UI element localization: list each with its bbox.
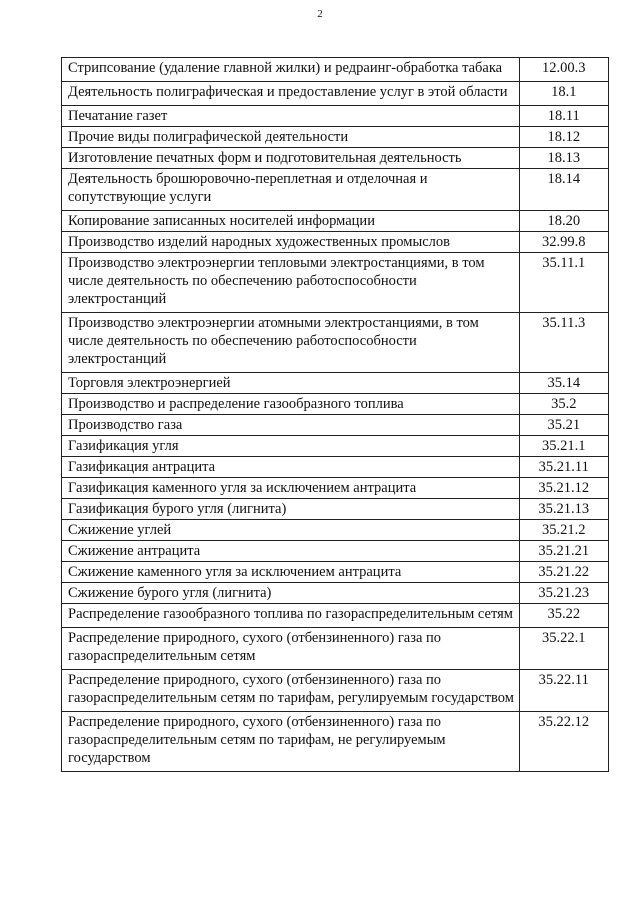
table-row <box>62 478 609 499</box>
activity-code-cell: 18.11 <box>519 106 609 127</box>
activity-code-cell: 32.99.8 <box>519 232 609 253</box>
activity-name-cell: Производство электроэнергии атомными электростанциями, в том числе деятельность по обеспечению работоспособности электростанций <box>62 313 520 373</box>
table-row <box>62 415 609 436</box>
activity-codes-table <box>61 57 609 772</box>
activity-name-cell: Распределение природного, сухого (отбензиненного) газа по газораспределительным сетям по тарифам, не регулируемым государством <box>62 712 520 772</box>
table-row <box>62 436 609 457</box>
activity-code-cell: 18.13 <box>519 148 609 169</box>
table-row <box>62 127 609 148</box>
activity-name-cell: Распределение газообразного топлива по газораспределительным сетям <box>62 604 520 628</box>
activity-name-cell: Газификация антрацита <box>62 457 520 478</box>
activity-name-cell: Сжижение антрацита <box>62 541 520 562</box>
table-row <box>62 628 609 670</box>
activity-name-cell: Производство электроэнергии тепловыми электростанциями, в том числе деятельность по обеспечению работоспособности электростанций <box>62 253 520 313</box>
table-row <box>62 253 609 313</box>
table-row <box>62 562 609 583</box>
activity-name-cell: Деятельность полиграфическая и предоставление услуг в этой области <box>62 82 520 106</box>
activity-code-cell: 12.00.3 <box>519 58 609 82</box>
table-row <box>62 169 609 211</box>
activity-code-cell: 35.21 <box>519 415 609 436</box>
activity-name-cell: Печатание газет <box>62 106 520 127</box>
activity-code-cell: 35.22.1 <box>519 628 609 670</box>
activity-name-cell: Деятельность брошюровочно-переплетная и отделочная и сопутствующие услуги <box>62 169 520 211</box>
table-row <box>62 106 609 127</box>
table-row <box>62 232 609 253</box>
activity-code-cell: 35.21.2 <box>519 520 609 541</box>
activity-name-cell: Распределение природного, сухого (отбензиненного) газа по газораспределительным сетям по тарифам, регулируемым государством <box>62 670 520 712</box>
activity-code-cell: 35.14 <box>519 373 609 394</box>
table-row <box>62 604 609 628</box>
activity-name-cell: Производство изделий народных художественных промыслов <box>62 232 520 253</box>
activity-code-cell: 18.12 <box>519 127 609 148</box>
activity-name-cell: Сжижение бурого угля (лигнита) <box>62 583 520 604</box>
table-row <box>62 58 609 82</box>
table-row <box>62 148 609 169</box>
table-row <box>62 712 609 772</box>
table-row <box>62 82 609 106</box>
table-row <box>62 499 609 520</box>
activity-code-cell: 18.14 <box>519 169 609 211</box>
table-row <box>62 520 609 541</box>
activity-code-cell: 35.21.12 <box>519 478 609 499</box>
activity-code-cell: 35.21.22 <box>519 562 609 583</box>
activity-code-cell: 35.21.23 <box>519 583 609 604</box>
activity-code-cell: 18.20 <box>519 211 609 232</box>
activity-code-cell: 35.21.1 <box>519 436 609 457</box>
activity-code-cell: 18.1 <box>519 82 609 106</box>
table-row <box>62 211 609 232</box>
activity-code-cell: 35.11.1 <box>519 253 609 313</box>
activity-name-cell: Газификация бурого угля (лигнита) <box>62 499 520 520</box>
table-row <box>62 670 609 712</box>
activity-code-cell: 35.22.12 <box>519 712 609 772</box>
activity-name-cell: Прочие виды полиграфической деятельности <box>62 127 520 148</box>
activity-name-cell: Стрипсование (удаление главной жилки) и редраинг-обработка табака <box>62 58 520 82</box>
activity-name-cell: Производство газа <box>62 415 520 436</box>
activity-code-cell: 35.22 <box>519 604 609 628</box>
table-row <box>62 541 609 562</box>
activity-name-cell: Копирование записанных носителей информации <box>62 211 520 232</box>
activity-code-cell: 35.22.11 <box>519 670 609 712</box>
activity-code-cell: 35.2 <box>519 394 609 415</box>
table-row <box>62 313 609 373</box>
table-row <box>62 394 609 415</box>
activity-name-cell: Изготовление печатных форм и подготовительная деятельность <box>62 148 520 169</box>
table-row <box>62 373 609 394</box>
activity-name-cell: Производство и распределение газообразного топлива <box>62 394 520 415</box>
page-number: 2 <box>317 8 323 20</box>
activity-code-cell: 35.21.21 <box>519 541 609 562</box>
table-row <box>62 583 609 604</box>
activity-name-cell: Распределение природного, сухого (отбензиненного) газа по газораспределительным сетям <box>62 628 520 670</box>
activity-code-cell: 35.11.3 <box>519 313 609 373</box>
activity-code-cell: 35.21.13 <box>519 499 609 520</box>
table-row <box>62 457 609 478</box>
activity-name-cell: Сжижение углей <box>62 520 520 541</box>
activity-name-cell: Газификация каменного угля за исключением антрацита <box>62 478 520 499</box>
activity-name-cell: Торговля электроэнергией <box>62 373 520 394</box>
activity-name-cell: Сжижение каменного угля за исключением антрацита <box>62 562 520 583</box>
activity-name-cell: Газификация угля <box>62 436 520 457</box>
activity-code-cell: 35.21.11 <box>519 457 609 478</box>
